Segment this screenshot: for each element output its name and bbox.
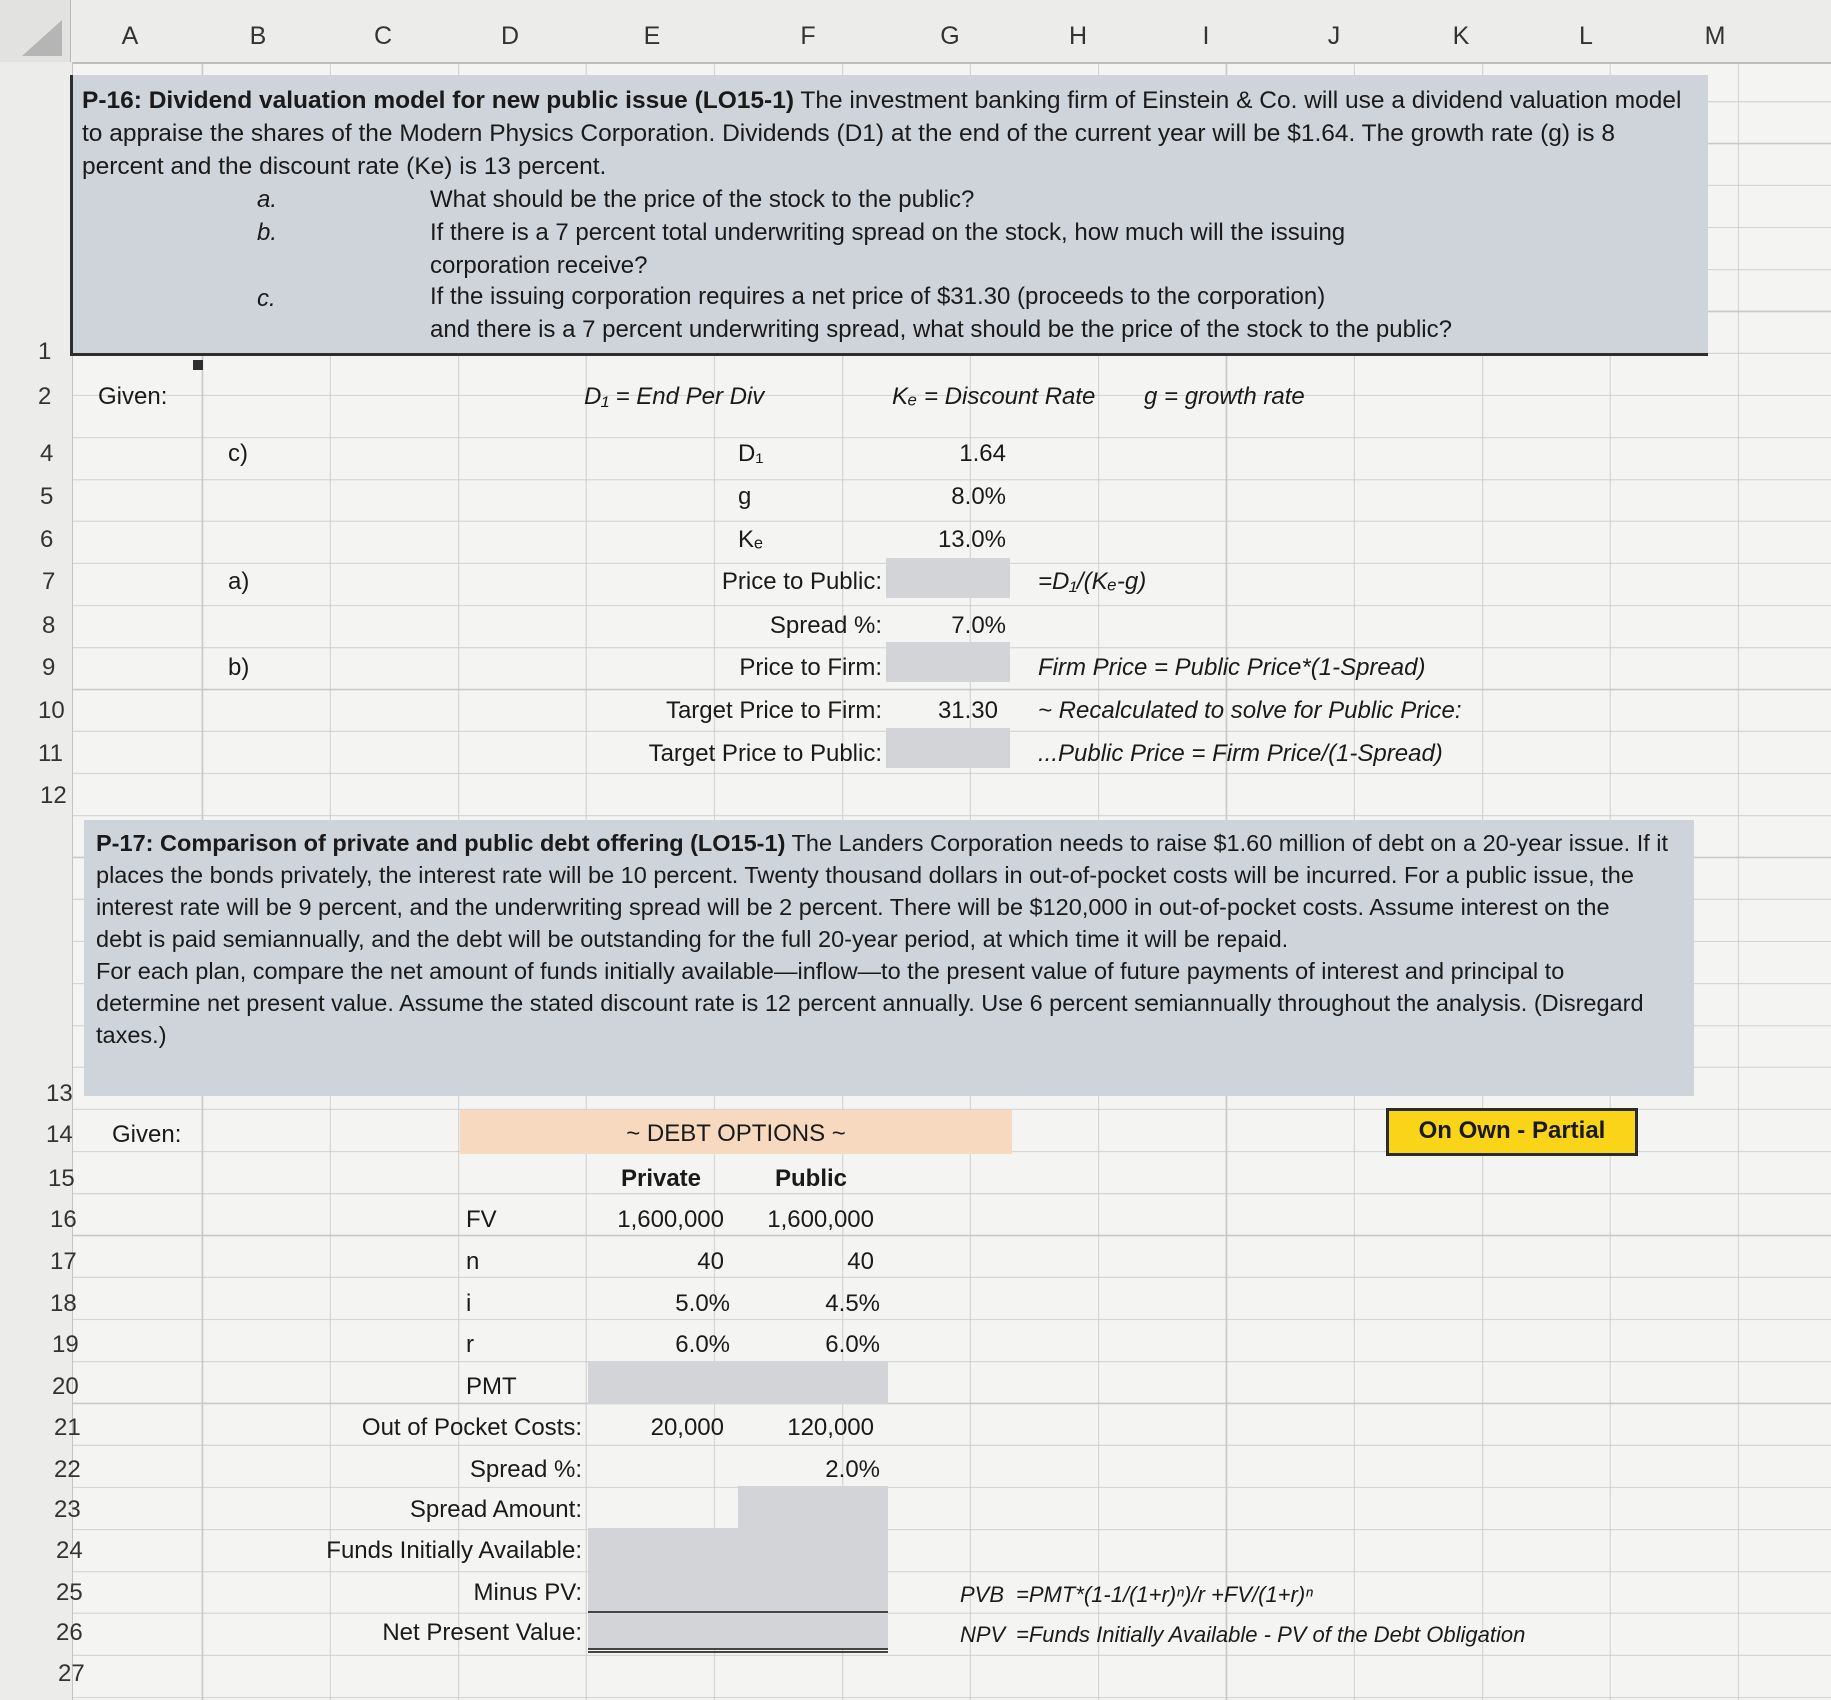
column-header-bar	[0, 0, 1831, 64]
on-own-partial-label: On Own - Partial	[1418, 1117, 1606, 1144]
row-header-27[interactable]: 27	[58, 1660, 85, 1687]
minus-pv-label[interactable]: Minus PV:	[473, 1579, 582, 1606]
ke-label[interactable]: Kₑ	[738, 526, 763, 553]
col-header-L[interactable]: L	[1579, 22, 1593, 50]
price-to-public-cell[interactable]	[886, 558, 1010, 598]
price-to-firm-cell[interactable]	[886, 642, 1010, 682]
n-private[interactable]: 40	[697, 1248, 724, 1275]
npv-result-cells[interactable]	[588, 1614, 888, 1650]
sum-underline	[588, 1611, 888, 1613]
row-header-2[interactable]: 2	[38, 383, 52, 410]
p17-line4: debt is paid semiannually, and the debt will be outstanding for the full 20-year period, at which time it will be repaid.	[96, 926, 1289, 952]
target-price-firm-value[interactable]: 31.30	[937, 697, 998, 724]
row-header-19[interactable]: 19	[52, 1331, 79, 1358]
target-firm-note[interactable]: ~ Recalculated to solve for Public Price:	[1038, 697, 1462, 724]
row-header-1[interactable]: 1	[38, 338, 52, 365]
part-a-tag[interactable]: a)	[228, 568, 250, 595]
col-header-K[interactable]: K	[1452, 22, 1470, 50]
pvb-tag[interactable]: PVB	[960, 1582, 1005, 1607]
i-label[interactable]: i	[466, 1290, 472, 1317]
row-header-20[interactable]: 20	[52, 1373, 79, 1400]
out-of-pocket-public[interactable]: 120,000	[787, 1414, 874, 1441]
target-price-firm-label[interactable]: Target Price to Firm:	[665, 697, 882, 724]
price-to-public-label[interactable]: Price to Public:	[721, 568, 882, 595]
public-header[interactable]: Public	[774, 1165, 847, 1192]
row-header-17[interactable]: 17	[50, 1248, 77, 1275]
funds-and-pv-cells[interactable]	[588, 1528, 888, 1612]
funds-available-label[interactable]: Funds Initially Available:	[326, 1537, 582, 1564]
row-header-26[interactable]: 26	[56, 1619, 83, 1646]
part-b-tag[interactable]: b)	[228, 654, 250, 681]
p16-question-a: What should be the price of the stock to the public?	[430, 186, 975, 213]
target-public-note[interactable]: ...Public Price = Firm Price/(1-Spread)	[1038, 740, 1443, 767]
spread-pct-public[interactable]: 2.0%	[825, 1456, 880, 1483]
p17-line6: determine net present value. Assume the stated discount rate is 12 percent annually. Use 6 percent semiannually throughout the analysis. (Disregard	[96, 990, 1644, 1016]
select-all-corner[interactable]	[0, 0, 71, 62]
spread-label[interactable]: Spread %:	[769, 612, 882, 639]
row-header-5[interactable]: 5	[40, 483, 54, 510]
n-public[interactable]: 40	[847, 1248, 874, 1275]
row-header-bar	[0, 62, 73, 1700]
npv-tag[interactable]: NPV	[960, 1622, 1006, 1647]
col-header-D[interactable]: D	[500, 22, 520, 50]
d1-value[interactable]: 1.64	[959, 440, 1006, 467]
p17-line1: The Landers Corporation needs to raise $1.60 million of debt on a 20-year issue. If it	[791, 830, 1669, 856]
col-header-C[interactable]: C	[373, 22, 393, 50]
p17-line7: taxes.)	[96, 1022, 167, 1048]
pmt-result-cells[interactable]	[588, 1362, 888, 1404]
p16-question-b-letter: b.	[257, 219, 278, 246]
d1-definition[interactable]: D₁ = End Per Div	[584, 383, 765, 410]
col-header-J[interactable]: J	[1327, 22, 1341, 50]
row-header-14[interactable]: 14	[46, 1121, 73, 1148]
double-underline	[588, 1648, 888, 1653]
row-header-8[interactable]: 8	[42, 612, 56, 639]
g-value[interactable]: 8.0%	[951, 483, 1006, 510]
pvb-formula[interactable]: =PMT*(1-1/(1+r)ⁿ)/r +FV/(1+r)ⁿ	[1016, 1582, 1314, 1607]
col-header-A[interactable]: A	[121, 22, 139, 50]
fv-private[interactable]: 1,600,000	[617, 1206, 724, 1233]
p17-line3: interest rate will be 9 percent, and the underwriting spread will be 2 percent. There will be $120,000 in out-of-pocket costs. Assume interest on the	[96, 894, 1610, 920]
row-header-12[interactable]: 12	[40, 782, 67, 809]
p17-line2: places the bonds privately, the interest rate will be 10 percent. Twenty thousand dollars in out-of-pocket costs will be incurred. For a public issue, the	[96, 862, 1634, 888]
g-definition[interactable]: g = growth rate	[1144, 383, 1305, 410]
p16-question-c-letter: c.	[257, 285, 276, 312]
r-private[interactable]: 6.0%	[675, 1331, 730, 1358]
fv-label[interactable]: FV	[466, 1206, 497, 1233]
out-of-pocket-private[interactable]: 20,000	[650, 1414, 724, 1441]
row-header-4[interactable]: 4	[40, 440, 54, 467]
row-header-22[interactable]: 22	[54, 1456, 81, 1483]
spread-value[interactable]: 7.0%	[951, 612, 1006, 639]
col-header-I[interactable]: I	[1202, 22, 1210, 50]
debt-options-header: ~ DEBT OPTIONS ~	[626, 1120, 846, 1147]
pmt-label[interactable]: PMT	[466, 1373, 517, 1400]
col-header-G[interactable]: G	[940, 22, 960, 50]
col-header-E[interactable]: E	[643, 22, 661, 50]
p16-question-c-line1: If the issuing corporation requires a net price of $31.30 (proceeds to the corporation)	[430, 283, 1326, 310]
p16-problem-text	[82, 84, 1682, 183]
spread-pct-label[interactable]: Spread %:	[469, 1456, 582, 1483]
row-header-9[interactable]: 9	[42, 654, 56, 681]
npv-label[interactable]: Net Present Value:	[382, 1619, 582, 1646]
row-header-21[interactable]: 21	[54, 1414, 81, 1441]
p17-title: P-17: Comparison of private and public debt offering (LO15-1)	[96, 830, 786, 856]
fv-public[interactable]: 1,600,000	[767, 1206, 874, 1233]
row-header-18[interactable]: 18	[50, 1290, 77, 1317]
i-private[interactable]: 5.0%	[675, 1290, 730, 1317]
d1-label[interactable]: D₁	[738, 440, 764, 467]
ke-value[interactable]: 13.0%	[937, 526, 1006, 553]
row-header-7[interactable]: 7	[42, 568, 56, 595]
target-price-public-cell[interactable]	[886, 728, 1010, 768]
n-label[interactable]: n	[466, 1248, 480, 1275]
price-to-firm-formula[interactable]: Firm Price = Public Price*(1-Spread)	[1038, 654, 1426, 681]
spread-amount-public-cell[interactable]	[738, 1486, 888, 1528]
p16-title: P-16: Dividend valuation model for new public issue (LO15-1)	[82, 87, 794, 114]
p16-question-a-letter: a.	[257, 186, 278, 213]
p16-intro: The investment banking firm of Einstein & Co. will use a dividend valuation model to appraise the shares of the Modern Physics Corporation. Dividends (D1) at the end of the current year will be $1.64. The growth rate (g) is 8 percent and the discount rate (Ke) is 13 percent.	[82, 87, 1682, 180]
col-header-M[interactable]: M	[1704, 22, 1726, 50]
row-header-25[interactable]: 25	[56, 1579, 83, 1606]
private-header[interactable]: Private	[620, 1165, 702, 1192]
p17-line5: For each plan, compare the net amount of funds initially available—inflow—to the present value of future payments of interest and principal to	[96, 958, 1565, 984]
i-public[interactable]: 4.5%	[825, 1290, 880, 1317]
col-header-B[interactable]: B	[249, 22, 267, 50]
row-header-11[interactable]: 11	[38, 740, 63, 767]
p16-question-c-line2: and there is a 7 percent underwriting spread, what should be the price of the stock to the public?	[430, 316, 1452, 343]
row-header-24[interactable]: 24	[56, 1537, 83, 1564]
row-header-13[interactable]: 13	[46, 1080, 73, 1107]
p16-question-b-line2: corporation receive?	[430, 252, 648, 279]
out-of-pocket-label[interactable]: Out of Pocket Costs:	[361, 1414, 582, 1441]
fill-handle[interactable]	[193, 360, 203, 370]
given-label-p16[interactable]: Given:	[98, 383, 168, 410]
col-header-F[interactable]: F	[800, 22, 816, 50]
r-public[interactable]: 6.0%	[825, 1331, 880, 1358]
row-header-10[interactable]: 10	[38, 697, 65, 724]
price-to-firm-label[interactable]: Price to Firm:	[739, 654, 882, 681]
part-c-tag[interactable]: c)	[228, 440, 248, 467]
row-header-15[interactable]: 15	[48, 1165, 75, 1192]
ke-definition[interactable]: Kₑ = Discount Rate	[892, 383, 1096, 410]
npv-formula[interactable]: =Funds Initially Available - PV of the Debt Obligation	[1016, 1622, 1526, 1647]
price-to-public-formula[interactable]: =D₁/(Kₑ-g)	[1038, 568, 1147, 595]
row-header-23[interactable]: 23	[54, 1496, 81, 1523]
spread-amount-label[interactable]: Spread Amount:	[409, 1496, 582, 1523]
row-header-16[interactable]: 16	[50, 1206, 77, 1233]
col-header-H[interactable]: H	[1068, 22, 1088, 50]
given-label-p17[interactable]: Given:	[112, 1121, 182, 1148]
row-header-6[interactable]: 6	[40, 526, 54, 553]
r-label[interactable]: r	[466, 1331, 474, 1358]
target-price-public-label[interactable]: Target Price to Public:	[648, 740, 882, 767]
p17-problem-text	[96, 827, 1686, 1051]
g-label[interactable]: g	[738, 483, 752, 510]
p16-question-b-line1: If there is a 7 percent total underwriting spread on the stock, how much will the issuing	[430, 219, 1346, 246]
